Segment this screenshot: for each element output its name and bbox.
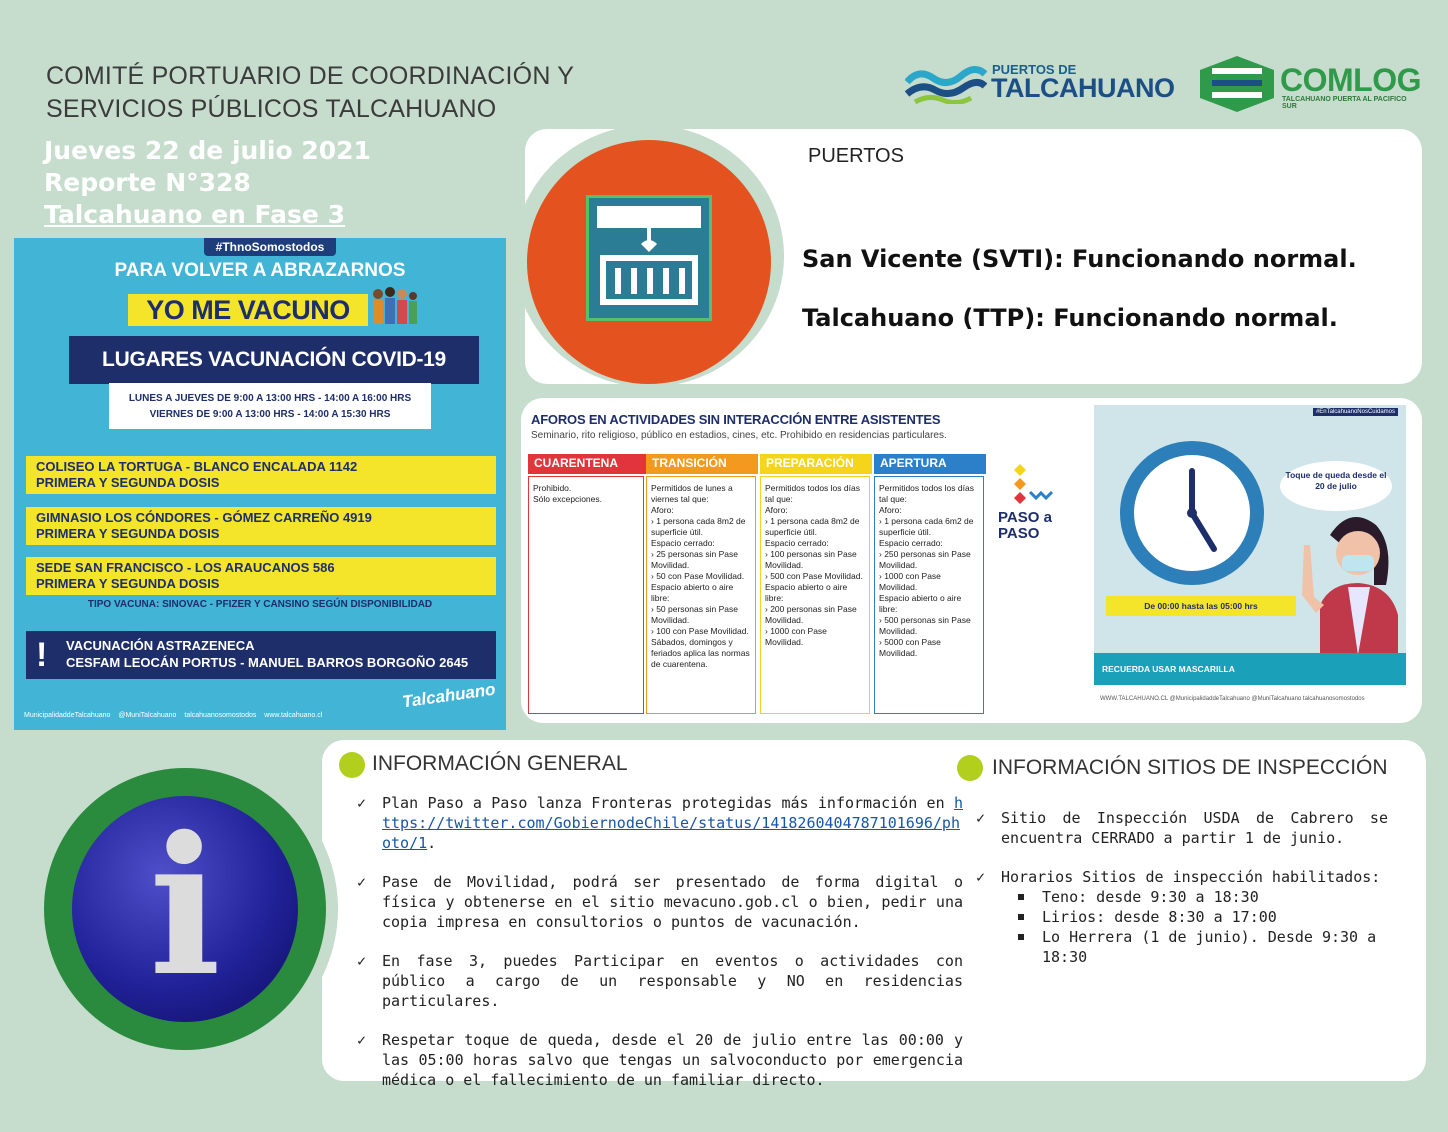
phase-rules: Permitidos todos los días tal que: Aforo: › 1 persona cada 8m2 de superficie útil. Espacio cerrado: › 100 personas sin Pase Movilidad. › 500 con Pase Movilidad. Espacio abierto o aire libre: › 200 personas sin Pase Movilidad. › 1000 con Pase Movilidad. <box>760 476 870 714</box>
exclamation-icon: ! <box>36 636 48 674</box>
capacity-subtitle: Seminario, rito religioso, público en estadios, cines, etc. Prohibido en residencias particulares. <box>531 430 947 441</box>
curfew-footer: WWW.TALCAHUANO.CL @MunicipalidaddeTalcahuano @MuniTalcahuano talcahuanosomostodos <box>1094 685 1406 716</box>
poster-hours: LUNES A JUEVES DE 9:00 A 13:00 HRS - 14:00 A 16:00 HRS VIERNES DE 9:00 A 13:00 HRS - 14:00 A 15:30 HRS <box>109 383 431 429</box>
waves-icon <box>905 64 987 104</box>
phase-header: CUARENTENA <box>528 454 646 474</box>
vaccination-place: SEDE SAN FRANCISCO - LOS ARAUCANOS 586 PRIMERA Y SEGUNDA DOSIS <box>26 557 496 595</box>
vaccination-poster <box>14 238 506 730</box>
inspection-site: Lo Herrera (1 de junio). Desde 9:30 a 18:30 <box>1018 927 1388 967</box>
puertos-talcahuano-logo: PUERTOS DE TALCAHUANO <box>905 58 1175 108</box>
phase-label: Talcahuano en Fase 3 <box>44 200 345 229</box>
bullet-dot <box>339 752 365 778</box>
poster-headline: PARA VOLVER A ABRAZARNOS <box>114 260 406 281</box>
poster-hashtag: #ThnoSomostodos <box>204 238 336 256</box>
capacity-title: AFOROS EN ACTIVIDADES SIN INTERACCIÓN ENTRE ASISTENTES <box>531 412 941 427</box>
list-item: ✓ En fase 3, puedes Participar en eventos o actividades con público a cargo de un responsable y NO en residencias particulares. <box>357 951 963 1011</box>
list-item: ✓ Horarios Sitios de inspección habilitados: Teno: desde 9:30 a 18:30 Lirios: desde 8:30 a 17:00 Lo Herrera (1 de junio). Desde 9:30 a 18:30 <box>976 867 1388 967</box>
inspection-info-title: INFORMACIÓN SITIOS DE INSPECCIÓN <box>992 756 1388 779</box>
woman-mask-illustration <box>1290 505 1406 655</box>
ports-status <box>802 230 1357 348</box>
curfew-bubble: Toque de queda desde el 20 de julio <box>1280 461 1392 511</box>
report-info <box>44 135 371 231</box>
phase-header: PREPARACIÓN <box>760 454 872 474</box>
info-icon: i <box>148 795 222 1018</box>
vaccine-types: TIPO VACUNA: SINOVAC - PFIZER Y CANSINO SEGÚN DISPONIBILIDAD <box>87 599 433 610</box>
phase-rules: Prohibido. Sólo excepciones. <box>528 476 644 714</box>
inspection-site: Teno: desde 9:30 a 18:30 <box>1018 887 1388 907</box>
phase-rules: Permitidos de lunes a viernes tal que: Aforo: › 1 persona cada 8m2 de superficie útil. Espacio cerrado: › 25 personas sin Pase Movilidad. › 50 con Pase Movilidad. Espacio abierto o aire libre: › 50 personas sin Pase Movilidad. › 100 con Pase Movilidad. Sábados, domingos y feriados aplica las normas de cuarentena. <box>646 476 756 714</box>
phase-header: APERTURA <box>874 454 986 474</box>
general-info-list <box>357 793 963 1109</box>
vaccination-place: GIMNASIO LOS CÓNDORES - GÓMEZ CARREÑO 4919 PRIMERA Y SEGUNDA DOSIS <box>26 507 496 545</box>
poster-footer: MunicipalidaddeTalcahuano @MuniTalcahuano talcahuanosomostodos www.talcahuano.cl <box>24 712 323 719</box>
mask-reminder: RECUERDA USAR MASCARILLA <box>1094 653 1406 685</box>
capacity-infographic <box>528 408 1088 714</box>
inspection-info-list <box>976 808 1388 967</box>
committee-title: COMITÉ PORTUARIO DE COORDINACIÓN Y SERVICIOS PÚBLICOS TALCAHUANO <box>46 62 575 123</box>
poster-title: LUGARES VACUNACIÓN COVID-19 <box>69 336 479 384</box>
general-info-title: INFORMACIÓN GENERAL <box>372 752 628 775</box>
clock-icon <box>1120 441 1264 585</box>
phase-header: TRANSICIÓN <box>646 454 758 474</box>
ttp-status: Talcahuano (TTP): Funcionando normal. <box>802 304 1338 332</box>
ports-label: PUERTOS <box>808 145 904 167</box>
comlog-emblem-icon <box>1198 54 1276 114</box>
container-crane-icon <box>586 195 712 321</box>
inspection-site: Lirios: desde 8:30 a 17:00 <box>1018 907 1388 927</box>
list-item: ✓ Respetar toque de queda, desde el 20 de julio entre las 00:00 y las 05:00 horas salvo que tengas un salvoconducto por emergencia médica o el fallecimiento de un familiar directo. <box>357 1030 963 1090</box>
report-number: Reporte N°328 <box>44 168 251 197</box>
curfew-poster: #EnTalcahuanoNosCuidamos Toque de queda desde el 20 de julio De 00:00 hasta las 05:00 hrs RECUERDA USAR MASCARILLA WWW.TALCAHUANO.CL @MunicipalidaddeTalcahuano @MuniTalcahuano talcahuanosomostodos <box>1094 405 1406 716</box>
curfew-hours: De 00:00 hasta las 05:00 hrs <box>1106 596 1296 616</box>
phase-rules: Permitidos todos los días tal que: Aforo: › 1 persona cada 6m2 de superficie útil. Espacio cerrado: › 250 personas sin Pase Movilidad. › 1000 con Pase Movilidad. Espacio abierto o aire libre: › 500 personas sin Pase Movilidad. › 5000 con Pase Movilidad. <box>874 476 984 714</box>
paso-a-paso-logo: PASO a PASO <box>996 458 1086 553</box>
list-item: ✓ Sitio de Inspección USDA de Cabrero se encuentra CERRADO a partir 1 de junio. <box>976 808 1388 848</box>
comlog-logo: COMLOG TALCAHUANO PUERTA AL PACIFICO SUR <box>1198 54 1413 116</box>
list-item: ✓ Plan Paso a Paso lanza Fronteras protegidas más información en https://twitter.com/GobiernodeChile/status/1418260404787101696/photo/1. <box>357 793 963 853</box>
twitter-link[interactable]: https://twitter.com/GobiernodeChile/status/1418260404787101696/photo/1 <box>382 794 963 852</box>
list-item: ✓ Pase de Movilidad, podrá ser presentado de forma digital o física y obtenerse en el sitio mevacuno.gob.cl o bien, pedir una copia impresa en consultorios o puntos de vacunación. <box>357 872 963 932</box>
astrazeneca-box: ! VACUNACIÓN ASTRAZENECA CESFAM LEOCÁN PORTUS - MANUEL BARROS BORGOÑO 2645 <box>26 631 496 679</box>
vaccination-place: COLISEO LA TORTUGA - BLANCO ENCALADA 1142 PRIMERA Y SEGUNDA DOSIS <box>26 456 496 494</box>
report-date: Jueves 22 de julio 2021 <box>44 136 371 165</box>
talcahuano-logo: Talcahuano <box>401 679 497 712</box>
svti-status: San Vicente (SVTI): Funcionando normal. <box>802 245 1357 273</box>
bullet-dot <box>957 755 983 781</box>
poster-slogan: YO ME VACUNO <box>128 294 368 326</box>
people-icon <box>370 284 418 328</box>
